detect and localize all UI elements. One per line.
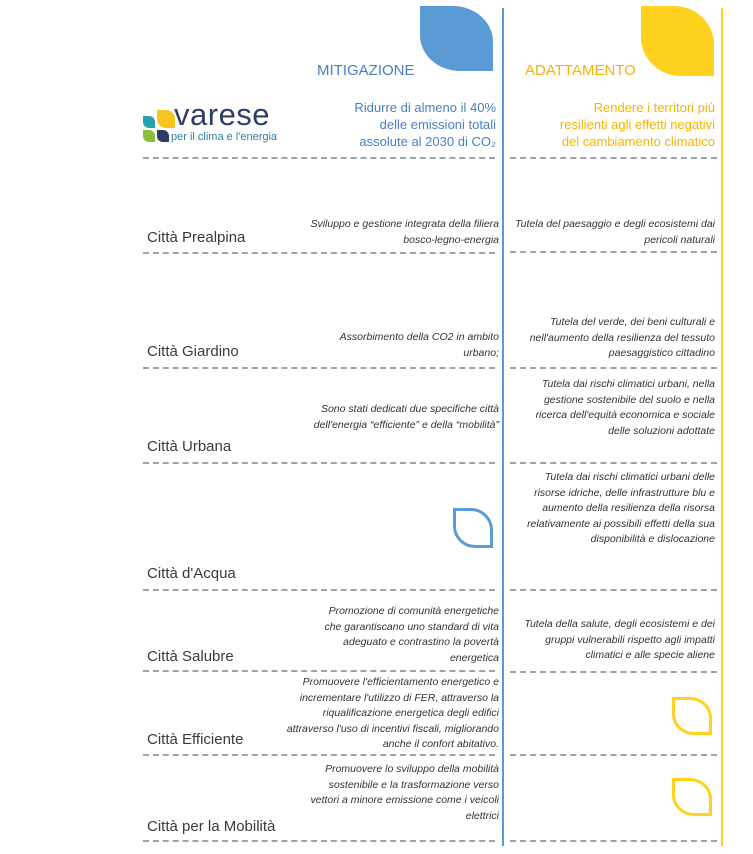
adaptation-divider xyxy=(721,8,723,846)
adaptation-prealpina: Tutela del paesaggio e degli ecosistemi dai pericoli naturali xyxy=(515,218,716,246)
logo-leaf-icon xyxy=(143,116,155,128)
logo-name: varese xyxy=(174,97,271,132)
adaptation-urbana: Tutela dai rischi climatici urbani, nella gestione sostenibile del suolo e nella ricerca dell'equità economica e sociale delle soluzioni adottate xyxy=(535,378,715,437)
mitigation-leaf-icon xyxy=(420,6,493,71)
row-separator xyxy=(143,670,495,672)
goal-line: resilienti agli effetti negativi xyxy=(559,117,715,132)
adaptation-acqua: Tutela dai rischi climatici urbani delle risorse idriche, delle infrastrutture blu e aumento della resilienza della risorsa relativamente ai possibili effetti della sua disponibilità e dislocazione xyxy=(527,471,715,545)
goal-line: delle emissioni totali xyxy=(379,117,496,132)
adaptation-goal xyxy=(560,99,715,150)
row-separator xyxy=(143,462,495,464)
mitigation-prealpina: Sviluppo e gestione integrata della filiera bosco-legno-energia xyxy=(310,218,499,246)
logo-leaf-icon xyxy=(157,110,175,128)
adaptation-title: ADATTAMENTO xyxy=(525,62,636,79)
mitigation-giardino: Assorbimento della CO2 in ambito urbano; xyxy=(339,331,499,359)
logo xyxy=(143,97,303,150)
mitigation-efficiente: Promuovere l'efficientamento energetico e incrementare l'utilizzo di FER, attraverso la riqualificazione energetica degli edifici attraverso l'uso di incentivi fiscali, migliorando anche il confort abitativo. xyxy=(286,676,499,750)
row-separator xyxy=(510,157,717,159)
logo-leaf-icon xyxy=(143,130,155,142)
row-separator xyxy=(143,157,495,159)
row-separator xyxy=(510,251,717,253)
goal-line: del cambiamento climatico xyxy=(561,134,715,149)
adaptation-leaf-icon xyxy=(641,6,714,76)
logo-leaf-icon xyxy=(157,130,169,142)
mitigation-mobilita: Promuovere lo sviluppo della mobilità sostenibile e la trasformazione verso vettori a minore emissione come i veicoli elettrici xyxy=(310,763,499,822)
row-separator xyxy=(143,840,495,842)
mitigation-empty-leaf-icon xyxy=(453,508,493,548)
row-label-giardino: Città Giardino xyxy=(147,343,239,360)
mitigation-goal xyxy=(354,99,496,150)
adaptation-empty-leaf-icon xyxy=(672,697,712,735)
mitigation-divider xyxy=(502,8,504,846)
goal-line: Rendere i territori più xyxy=(593,100,715,115)
row-separator xyxy=(510,671,717,673)
goal-line: Ridurre di almeno il 40% xyxy=(354,100,496,115)
row-separator xyxy=(510,367,717,369)
mitigation-salubre: Promozione di comunità energetiche che garantiscano uno standard di vita adeguato e contrastino la povertà energetica xyxy=(324,605,499,664)
row-separator xyxy=(510,840,717,842)
row-label-urbana: Città Urbana xyxy=(147,438,232,455)
goal-line: assolute al 2030 di CO₂ xyxy=(359,134,496,149)
row-label-mobilita: Città per la Mobilità xyxy=(147,818,276,835)
row-label-acqua: Città d'Acqua xyxy=(147,565,236,582)
row-separator xyxy=(510,754,717,756)
row-separator xyxy=(143,589,495,591)
row-separator xyxy=(510,462,717,464)
row-separator xyxy=(510,589,717,591)
mitigation-title: MITIGAZIONE xyxy=(317,62,415,79)
row-label-salubre: Città Salubre xyxy=(147,648,234,665)
row-separator xyxy=(143,252,495,254)
row-label-prealpina: Città Prealpina xyxy=(147,229,246,246)
adaptation-salubre: Tutela della salute, degli ecosistemi e dei gruppi vulnerabili rispetto agli impatti climatici e alle specie aliene xyxy=(524,618,715,661)
row-separator xyxy=(143,367,495,369)
adaptation-giardino: Tutela del verde, dei beni culturali e nell'aumento della resilienza del tessuto paesaggistico cittadino xyxy=(529,316,715,359)
logo-tagline: per il clima e l'energia xyxy=(171,131,278,143)
adaptation-empty-leaf-icon xyxy=(672,778,712,816)
row-separator xyxy=(143,754,495,756)
row-label-efficiente: Città Efficiente xyxy=(147,731,244,748)
mitigation-urbana: Sono stati dedicati due specifiche città dell'energia “efficiente” e della “mobilità” xyxy=(313,403,499,431)
